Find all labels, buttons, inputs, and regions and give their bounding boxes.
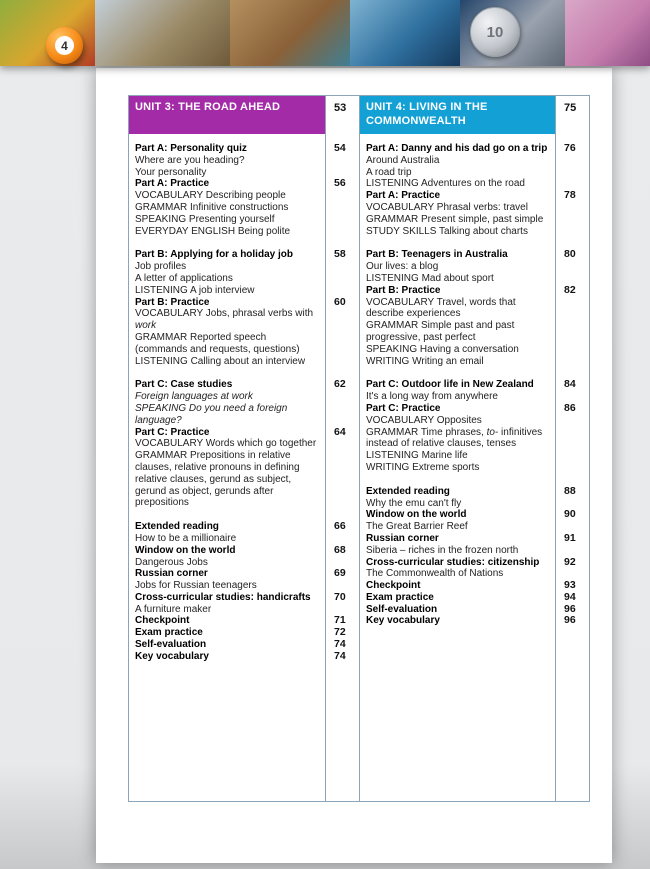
toc-entry-page — [556, 462, 589, 474]
toc-entry-page: 88 — [564, 484, 576, 497]
toc-entry-page — [326, 403, 359, 427]
unit-start-page: 53 — [334, 102, 347, 114]
toc-entry-page — [326, 450, 359, 509]
toc-entry-page: 80 — [564, 248, 576, 261]
toc-entry-text: Job profiles — [135, 261, 187, 273]
toc-entry-page — [556, 297, 589, 321]
toc-entry-text: GRAMMAR Time phrases, to- infinitives instead of relative clauses, tenses — [366, 426, 543, 450]
toc-entry-page — [326, 190, 359, 202]
toc-entry-page — [556, 427, 589, 451]
toc-entry-text: Exam practice — [366, 591, 434, 603]
toc-entry-text: Cross-curricular studies: citizenship — [366, 556, 540, 568]
page-number-divider — [555, 96, 556, 801]
toc-entry-page — [326, 533, 359, 545]
toc-entry-text: LISTENING Marine life — [366, 450, 468, 462]
toc-entry-page — [326, 226, 359, 238]
toc-entry-text: Part B: Practice — [366, 284, 441, 296]
toc-entry-text: GRAMMAR Prepositions in relative clauses, relative pronouns in defining relative clauses, gerund as subject, gerund as object, gerunds after prepositions — [135, 450, 300, 509]
toc-entry-text: The Great Barrier Reef — [366, 521, 468, 533]
toc-entry-text: A furniture maker — [135, 603, 212, 615]
toc-entry-page — [556, 273, 589, 285]
toc-entry-page: 92 — [564, 555, 576, 568]
toc-entry-text: GRAMMAR Present simple, past simple — [366, 213, 544, 225]
kangaroo-photo — [95, 0, 230, 66]
toc-entry-text: Your personality — [135, 166, 207, 178]
toc-entry-text: Part A: Personality quiz — [135, 143, 247, 154]
toc-entry-page — [326, 391, 359, 403]
toc-entry-text: VOCABULARY Phrasal verbs: travel — [366, 201, 528, 213]
toc-entry-page: 94 — [564, 590, 576, 603]
toc-entry-page: 74 — [334, 649, 346, 662]
page-number: 4 — [55, 36, 74, 55]
toc-entry-page: 54 — [334, 142, 346, 154]
toc-entry-text: GRAMMAR Reported speech (commands and requests, questions) — [135, 331, 300, 355]
toc-entry-text: Part C: Practice — [366, 402, 441, 414]
toc-entry-text: VOCABULARY Describing people — [135, 190, 286, 202]
banknote-queen-photo — [565, 0, 650, 66]
toc-entry-text: VOCABULARY Travel, words that describe experiences — [366, 296, 516, 320]
toc-entry-text: Dangerous Jobs — [135, 556, 208, 568]
city-skyline-photo — [350, 0, 460, 66]
toc-entry-text: VOCABULARY Opposites — [366, 414, 482, 426]
toc-entry-text: LISTENING Adventures on the road — [366, 178, 525, 190]
toc-entry-page: 72 — [334, 626, 346, 639]
toc-entry-page — [556, 214, 589, 226]
toc-entry-text: EVERYDAY ENGLISH Being polite — [135, 225, 291, 237]
toc-entry-text: VOCABULARY Words which go together — [135, 438, 317, 450]
toc-entry-page: 78 — [564, 189, 576, 202]
toc-entry-page — [556, 320, 589, 344]
toc-entry-page — [556, 450, 589, 462]
toc-entry-text: Around Australia — [366, 154, 440, 166]
toc-entry-text: LISTENING Mad about sport — [366, 272, 494, 284]
toc-entry-text: STUDY SKILLS Talking about charts — [366, 225, 528, 237]
toc-entry-page: 76 — [564, 142, 576, 154]
toc-entry-page: 82 — [564, 283, 576, 296]
toc-entry-text: How to be a millionaire — [135, 532, 237, 544]
page-number-badge — [46, 27, 83, 64]
toc-entry-page: 64 — [334, 425, 346, 438]
toc-entry-page: 70 — [334, 590, 346, 603]
contents-page — [96, 68, 612, 863]
toc-entry-text: A road trip — [366, 166, 412, 178]
toc-entry-page — [556, 344, 589, 356]
toc-entry-text: Extended reading — [366, 485, 450, 497]
toc-entry-text: WRITING Writing an email — [366, 355, 484, 367]
toc-entry-text: Part B: Teenagers in Australia — [366, 249, 508, 261]
toc-entry-text: Part A: Practice — [135, 178, 210, 190]
toc-entry-text: Self-evaluation — [135, 639, 207, 651]
toc-entry-text: Jobs for Russian teenagers — [135, 580, 257, 592]
toc-entry-text: Part B: Applying for a holiday job — [135, 249, 293, 261]
toc-entry-text: Key vocabulary — [135, 650, 209, 662]
toc-entry-text: Key vocabulary — [366, 615, 440, 627]
toc-entry-page: 96 — [564, 614, 576, 627]
toc-entry-text: Window on the world — [366, 509, 467, 521]
ten-pence-coin-icon — [470, 7, 520, 57]
toc-entry-text: LISTENING A job interview — [135, 284, 255, 296]
toc-entry-text: Siberia – riches in the frozen north — [366, 544, 519, 556]
toc-entry-page — [326, 214, 359, 226]
toc-entry-text: GRAMMAR Simple past and past progressive, past perfect — [366, 320, 515, 343]
toc-entry-page: 69 — [334, 567, 346, 580]
toc-entry-page — [556, 261, 589, 273]
toc-entry-text: Foreign languages at work — [135, 391, 253, 403]
toc-entry-text: LISTENING Calling about an interview — [135, 355, 306, 367]
toc-entry-text: It's a long way from anywhere — [366, 391, 498, 403]
toc-entry-page: 96 — [564, 602, 576, 615]
toc-entry-text: The Commonwealth of Nations — [366, 568, 504, 580]
toc-entry-page: 74 — [334, 638, 346, 651]
toc-entry-text: Extended reading — [135, 521, 219, 533]
coin-value: 10 — [486, 23, 504, 41]
toc-entry-page — [556, 155, 589, 167]
toc-entry-text: Our lives: a blog — [366, 261, 439, 273]
toc-entry-page — [326, 356, 359, 368]
toc-entry-text: WRITING Extreme sports — [366, 461, 480, 473]
toc-entry-text: Self-evaluation — [366, 603, 438, 615]
toc-entry-page: 68 — [334, 543, 346, 556]
toc-entry-page: 60 — [334, 295, 346, 308]
toc-entry-text: SPEAKING Presenting yourself — [135, 213, 275, 225]
toc-entry-page: 56 — [334, 177, 346, 190]
toc-entry-page — [556, 415, 589, 427]
toc-entry-text: Part C: Case studies — [135, 379, 233, 391]
toc-entry-page — [326, 155, 359, 167]
unit-column-1 — [359, 96, 589, 801]
toc-entry-page: 84 — [564, 378, 576, 391]
toc-entry-page — [326, 332, 359, 356]
travel-suitcase-photo — [230, 0, 350, 66]
toc-entry-page — [556, 356, 589, 368]
toc-entry-page — [326, 285, 359, 297]
page-number-divider — [325, 96, 326, 801]
toc-entry-page — [556, 167, 589, 179]
toc-entry-text: Russian corner — [135, 568, 208, 580]
toc-entry-page — [326, 202, 359, 214]
toc-entry-text: Cross-curricular studies: handicrafts — [135, 591, 311, 603]
toc-entry-text: Why the emu can't fly — [366, 497, 462, 509]
table-of-contents — [128, 95, 590, 802]
toc-entry-text: VOCABULARY Jobs, phrasal verbs with work — [135, 308, 314, 332]
toc-entry-text: GRAMMAR Infinitive constructions — [135, 201, 289, 213]
toc-entry-page — [556, 545, 589, 557]
toc-entry-text: Where are you heading? — [135, 154, 245, 166]
toc-entry-text: Part B: Practice — [135, 296, 210, 308]
toc-entry-text: Part A: Practice — [366, 190, 441, 202]
toc-entry-text: SPEAKING Having a conversation — [366, 343, 519, 355]
toc-entry-page: 91 — [564, 531, 576, 544]
toc-entry-text: Russian corner — [366, 532, 439, 544]
toc-entry-page: 66 — [334, 520, 346, 533]
toc-entry-text: A letter of applications — [135, 272, 233, 284]
toc-entry-text: Checkpoint — [135, 615, 190, 627]
unit-title: UNIT 4: LIVING IN THE COMMONWEALTH — [360, 96, 556, 134]
unit-start-page: 75 — [564, 102, 577, 114]
photo-collage-banner — [0, 0, 650, 66]
toc-entry-page — [556, 226, 589, 238]
toc-entry-page — [326, 261, 359, 273]
toc-entry-page: 58 — [334, 248, 346, 261]
toc-entry-page — [326, 308, 359, 332]
toc-entry-text: Part C: Practice — [135, 426, 210, 438]
toc-entry-page — [556, 202, 589, 214]
toc-entry-page: 90 — [564, 508, 576, 521]
toc-entry-text: Part A: Danny and his dad go on a trip — [366, 143, 548, 154]
toc-entry-page — [326, 438, 359, 450]
toc-entry-page: 93 — [564, 579, 576, 592]
toc-entry-text: Window on the world — [135, 544, 236, 556]
toc-entry-page — [326, 273, 359, 285]
toc-entry-text: Checkpoint — [366, 580, 421, 592]
toc-entry-page: 86 — [564, 401, 576, 414]
unit-column-0 — [129, 96, 359, 801]
toc-entry-text: Part C: Outdoor life in New Zealand — [366, 379, 534, 391]
toc-entry-page: 71 — [334, 614, 346, 627]
toc-entry-page: 62 — [334, 378, 346, 391]
toc-entry-text: SPEAKING Do you need a foreign language? — [135, 402, 288, 426]
toc-entry-text: Exam practice — [135, 627, 203, 639]
unit-title: UNIT 3: THE ROAD AHEAD — [129, 96, 326, 134]
fruit-basket-photo — [0, 0, 95, 66]
